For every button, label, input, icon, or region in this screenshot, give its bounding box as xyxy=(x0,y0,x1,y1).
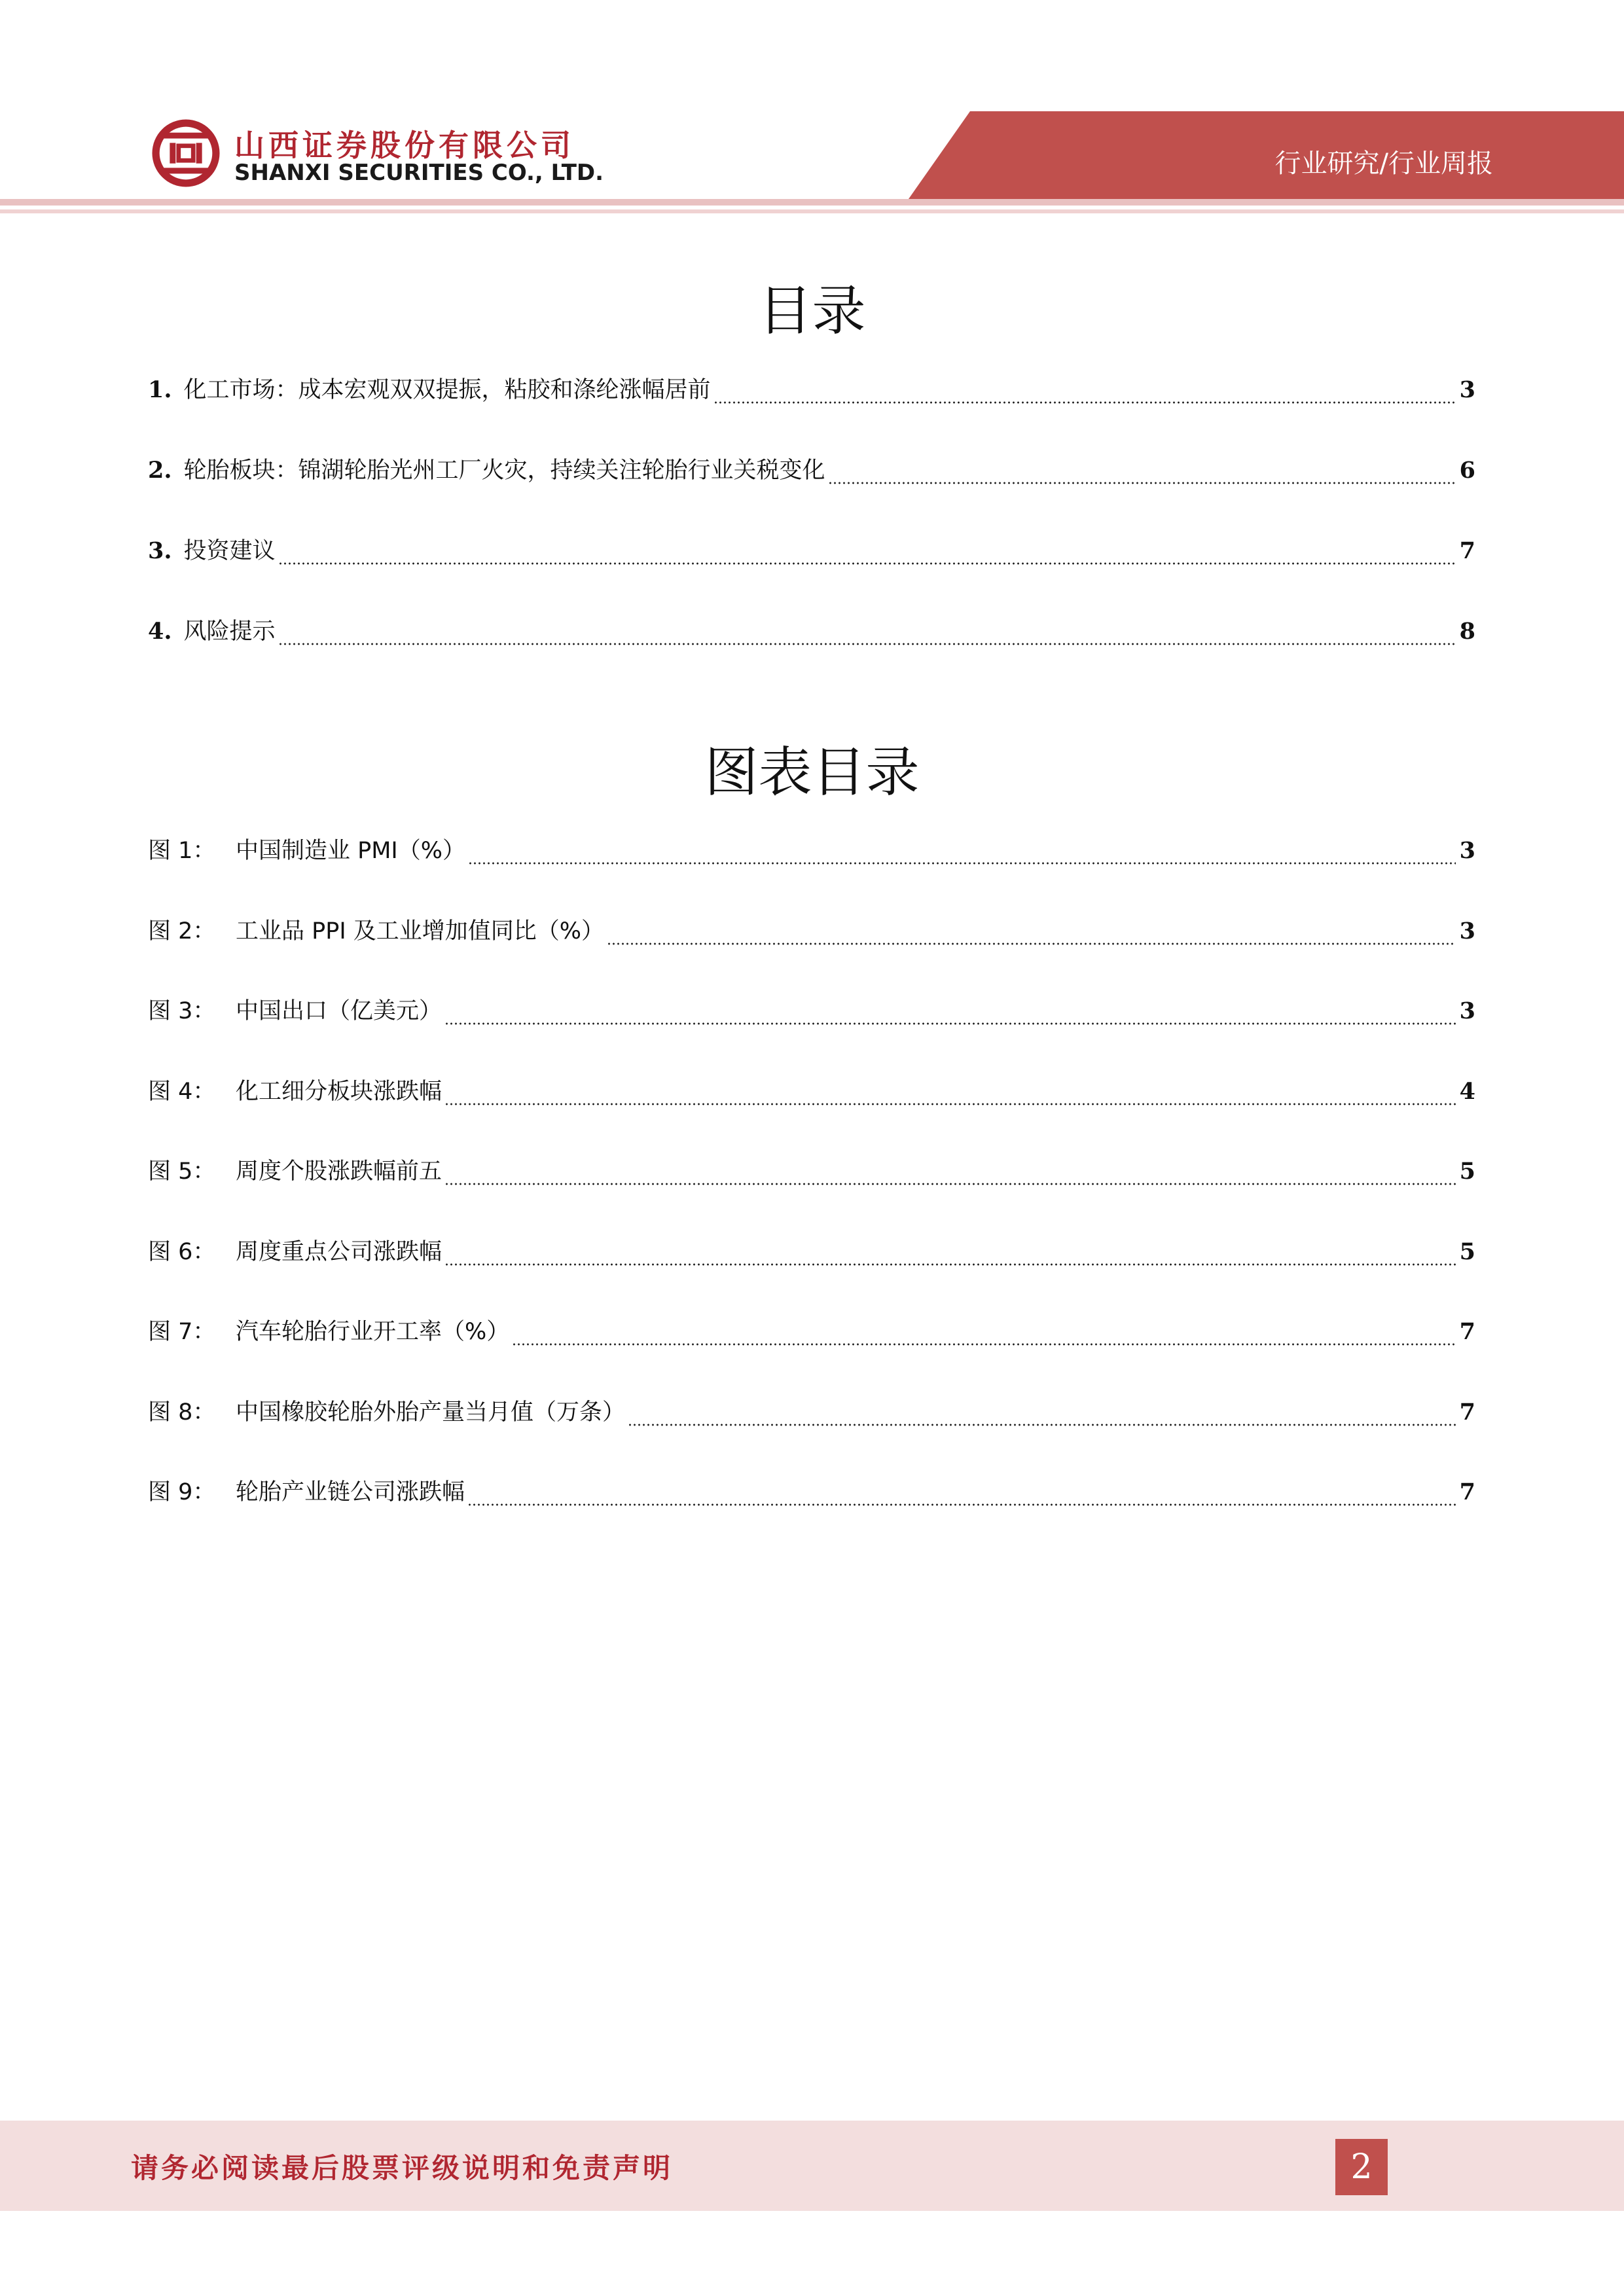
dot-leader xyxy=(713,401,1456,404)
dot-leader xyxy=(444,1183,1456,1185)
figure-item-number: 图 4： xyxy=(148,1078,216,1105)
header-banner xyxy=(909,111,1624,199)
dot-leader xyxy=(444,1263,1456,1266)
toc-item[interactable] xyxy=(148,452,1475,492)
figure-item-text: 汽车轮胎行业开工率（%） xyxy=(236,1319,510,1345)
figure-item-page: 3 xyxy=(1459,837,1475,864)
toc-item-number: 1. xyxy=(148,376,172,403)
toc-item[interactable] xyxy=(148,533,1475,573)
figure-item-page: 7 xyxy=(1459,1398,1475,1426)
header-divider xyxy=(0,199,1624,206)
report-category: 行业研究/行业周报 xyxy=(1274,149,1493,179)
figure-item-number: 图 5： xyxy=(148,1158,216,1185)
dot-leader xyxy=(444,1022,1456,1025)
toc-title: 目录 xyxy=(758,280,866,342)
figure-item-page: 7 xyxy=(1459,1318,1475,1345)
toc-item-text: 轮胎板块：锦湖轮胎光州工厂火灾，持续关注轮胎行业关税变化 xyxy=(183,457,825,484)
company-logo-icon xyxy=(149,117,223,190)
page-header xyxy=(0,0,1624,216)
dot-leader xyxy=(512,1343,1456,1346)
footer-disclaimer: 请务必阅读最后股票评级说明和免责声明 xyxy=(131,2152,674,2184)
toc-item-number: 4. xyxy=(148,618,172,645)
figure-item-text: 中国橡胶轮胎外胎产量当月值（万条） xyxy=(236,1399,626,1426)
company-name-en: SHANXI SECURITIES CO., LTD. xyxy=(234,160,604,186)
page-number-badge: 2 xyxy=(1335,2139,1388,2195)
figure-item-text: 轮胎产业链公司涨跌幅 xyxy=(236,1479,465,1505)
figure-item-page: 5 xyxy=(1459,1158,1475,1185)
toc-item-page: 6 xyxy=(1459,457,1475,484)
toc-item-page: 7 xyxy=(1459,537,1475,564)
dot-leader xyxy=(628,1424,1456,1426)
figure-item[interactable] xyxy=(148,1073,1475,1113)
toc-item-text: 投资建议 xyxy=(183,538,276,564)
figure-item[interactable] xyxy=(148,1474,1475,1514)
figure-item-text: 周度个股涨跌幅前五 xyxy=(236,1158,442,1185)
toc-item-number: 3. xyxy=(148,537,172,564)
figure-item[interactable] xyxy=(148,1153,1475,1193)
figure-item[interactable] xyxy=(148,913,1475,953)
figure-item[interactable] xyxy=(148,993,1475,1033)
figure-item-text: 周度重点公司涨跌幅 xyxy=(236,1238,442,1265)
figure-item[interactable] xyxy=(148,1394,1475,1434)
toc-item-page: 3 xyxy=(1459,376,1475,403)
figures-list xyxy=(148,833,1475,1554)
toc-item[interactable] xyxy=(148,372,1475,412)
figure-item-page: 4 xyxy=(1459,1077,1475,1105)
figures-title: 图表目录 xyxy=(704,742,920,804)
figure-item-number: 图 9： xyxy=(148,1479,216,1505)
toc-item-page: 8 xyxy=(1459,618,1475,645)
dot-leader xyxy=(468,862,1456,865)
figure-item-number: 图 6： xyxy=(148,1238,216,1265)
figure-item-number: 图 1： xyxy=(148,838,216,864)
figure-item-page: 3 xyxy=(1459,997,1475,1024)
figure-item-page: 3 xyxy=(1459,917,1475,944)
toc-list xyxy=(148,372,1475,694)
figure-item-number: 图 3： xyxy=(148,998,216,1024)
dot-leader xyxy=(444,1103,1456,1105)
dot-leader xyxy=(278,562,1456,565)
dot-leader xyxy=(467,1503,1456,1506)
figure-item-page: 5 xyxy=(1459,1238,1475,1265)
figure-item-number: 图 7： xyxy=(148,1319,216,1345)
header-divider-secondary xyxy=(0,209,1624,213)
toc-item-text: 风险提示 xyxy=(183,619,276,645)
dot-leader xyxy=(607,942,1456,945)
figure-item-page: 7 xyxy=(1459,1479,1475,1505)
toc-item-number: 2. xyxy=(148,457,172,484)
figure-item-text: 化工细分板块涨跌幅 xyxy=(236,1078,442,1105)
figure-item[interactable] xyxy=(148,1234,1475,1274)
figure-item-number: 图 2： xyxy=(148,918,216,944)
toc-item-text: 化工市场：成本宏观双双提振，粘胶和涤纶涨幅居前 xyxy=(183,377,711,403)
figure-item[interactable] xyxy=(148,833,1475,872)
page-footer xyxy=(0,2121,1624,2211)
figure-item-text: 中国出口（亿美元） xyxy=(236,998,442,1024)
dot-leader xyxy=(828,482,1456,484)
company-name-cn: 山西证券股份有限公司 xyxy=(234,128,575,163)
toc-item[interactable] xyxy=(148,613,1475,653)
figure-item-text: 工业品 PPI 及工业增加值同比（%） xyxy=(236,918,605,944)
figure-item-text: 中国制造业 PMI（%） xyxy=(236,838,466,864)
dot-leader xyxy=(278,643,1456,645)
figure-item-number: 图 8： xyxy=(148,1399,216,1426)
figure-item[interactable] xyxy=(148,1314,1475,1354)
